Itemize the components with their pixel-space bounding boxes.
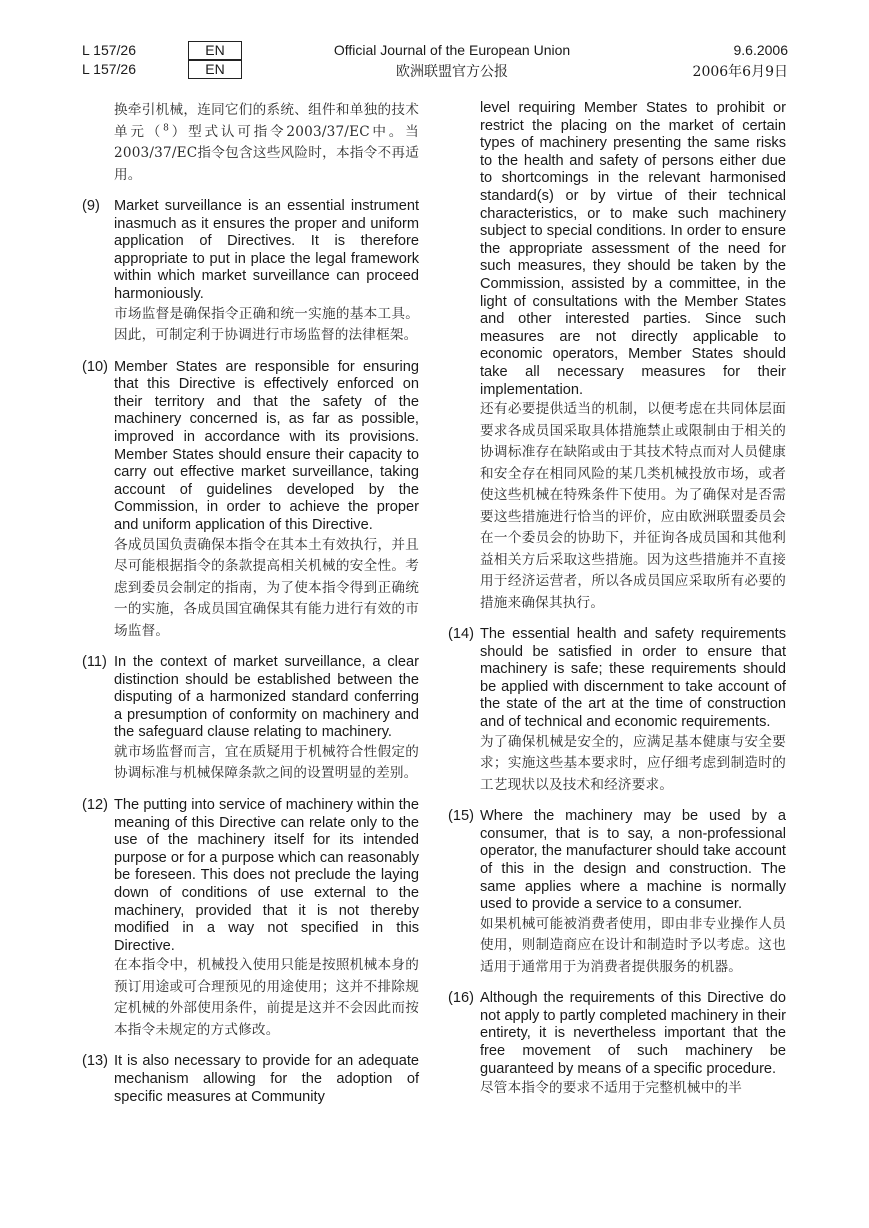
journal-title: 欧洲联盟官方公报 [396, 64, 508, 80]
recital [82, 654, 419, 785]
recital-number: (10) [82, 358, 108, 375]
recital [448, 990, 786, 1099]
en-text: In the context of market surveillance, a clear distinction should be established between the disputing of a harmonized standard conferring a presumption of conformity on machinery and the safeguard clause relating to machinery. [114, 654, 419, 741]
left-column [82, 100, 419, 1118]
recital [82, 797, 419, 1041]
continued-text [114, 100, 419, 186]
right-column [448, 100, 786, 1112]
recital [82, 359, 419, 642]
recital-number: (14) [448, 626, 474, 643]
recital-number: (9) [82, 198, 100, 214]
journal-title: Official Journal of the European Union [333, 42, 571, 58]
continued-text [480, 100, 786, 614]
header-row-en [82, 41, 788, 60]
zh-text: 就市场监督而言，宜在质疑用于机械符合性假定的协调标准与机械保障条款之间的设置明显的差别。 [114, 743, 419, 782]
language-badge: EN [188, 60, 242, 79]
en-text: The putting into service of machinery within the meaning of this Directive can relate only to the use of the machinery itself for its intended purpose or for a purpose which can reasonably be foreseen. This does not preclude the laying down of conditions of use external to the machinery, provided that it is not thereby modified in a way not specified in this Directive. [114, 796, 419, 954]
zh-text: 为了确保机械是安全的，应满足基本健康与安全要求；实施这些基本要求时，应仔细考虑到制造时的工艺现状以及技术和经济要求。 [480, 733, 786, 793]
zh-text: 市场监督是确保指令正确和统一实施的基本工具。因此，可制定利于协调进行市场监督的法律框架。 [114, 305, 419, 344]
en-text: level requiring Member States to prohibit or restrict the placing on the market of certain types of machinery presenting the same risks to the health and safety of persons either due to shortcomings in the relevant harmonised standard(s) or by virtue of their technical characteristics, or to make such machinery subject to special conditions. In order to ensure the appropriate assessment of the need for such measures, they should be taken by the Commission, assisted by a committee, in the light of consultations with the Member States and other interested parties. Since such measures are not directly applicable to economic operators, Member States should take all necessary measures for their implementation. [480, 100, 786, 398]
recital-number: (12) [82, 796, 108, 813]
issue-date: 9.6.2006 [733, 42, 788, 58]
issue-date: 2006年6月9日 [692, 64, 788, 80]
zh-text: 还有必要提供适当的机制，以便考虑在共同体层面要求各成员国采取具体措施禁止或限制由于相关的协调标准存在缺陷或由于其技术特点而对人员健康和安全存在相同风险的某几类机械投放市场，或者使这些机械在特殊条件下使用。为了确保对是否需要这些措施进行恰当的评价，应由欧洲联盟委员会在一个委员会的协助下，并征询各成员国和其他利益相关方后采取这些措施。因为这些措施并不直接用于经济运营者，所以各成员国应采取所有必要的措施来确保其执行。 [480, 401, 786, 611]
recital [448, 626, 786, 796]
zh-text: 换牵引机械，连同它们的系统、组件和单独的技术单元（$^8$）型式认可指令2003/37/EC中。当2003/37/EC指令包含这些风险时，本指令不再适用。 [114, 102, 419, 183]
recital-number: (16) [448, 990, 474, 1007]
header-row-zh [82, 60, 788, 79]
footnote-ref: 8 [163, 122, 170, 133]
recital [82, 1053, 419, 1106]
recital-number: (15) [448, 808, 474, 825]
en-text: It is also necessary to provide for an adequate mechanism allowing for the adoption of specific measures at Community [114, 1053, 419, 1105]
en-text: Market surveillance is an essential instrument inasmuch as it ensures the proper and uniform application of Directives. It is therefore appropriate to put in place the legal framework within which market surveillance can proceed harmoniously. [114, 198, 419, 302]
en-text: Member States are responsible for ensuring that this Directive is effectively enforced on their territory and that the safety of the machinery concerned is, as far as possible, improved in accordance with its provisions. Member States should ensure their capacity to carry out effective market surveillance, taking account of guidelines developed by the Commission, in order to achieve the proper and uniform application of this Directive. [114, 358, 419, 533]
en-text: The essential health and safety requirements should be satisfied in order to ensure that machinery is safe; these requirements should be applied with discernment to take account of the state of the art at the time of construction and of technical and economic requirements. [480, 626, 786, 731]
page-reference: L 157/26 [82, 61, 136, 77]
zh-text: 如果机械可能被消费者使用，即由非专业操作人员使用，则制造商应在设计和制造时予以考虑。这也适用于通常用于为消费者提供服务的机器。 [480, 915, 786, 975]
en-text: Although the requirements of this Directive do not apply to partly completed machinery in their entirety, it is nevertheless important that the free movement of such machinery be guaranteed by means of a specific procedure. [480, 990, 786, 1077]
zh-text: 在本指令中，机械投入使用只能是按照机械本身的预订用途或可合理预见的用途使用；这并不排除规定机械的外部使用条件，前提是这并不会因此而按本指令未规定的方式修改。 [114, 957, 419, 1038]
en-text: Where the machinery may be used by a consumer, that is to say, a non-professional operator, the manufacturer should take account of this in the design and construction. The same applies where a machine is normally used to provide a service to a consumer. [480, 808, 786, 913]
page-reference: L 157/26 [82, 42, 136, 58]
recital [448, 808, 786, 978]
language-badge: EN [188, 41, 242, 60]
recital [82, 198, 419, 347]
zh-text: 各成员国负责确保本指令在其本土有效执行，并且尽可能根据指令的条款提高相关机械的安全性。考虑到委员会制定的指南，为了使本指令得到正确统一的实施，各成员国宜确保其有能力进行有效的市场监督。 [114, 536, 419, 639]
zh-text: 尽管本指令的要求不适用于完整机械中的半 [480, 1080, 743, 1097]
recital-number: (11) [82, 654, 107, 670]
recital-number: (13) [82, 1053, 108, 1070]
